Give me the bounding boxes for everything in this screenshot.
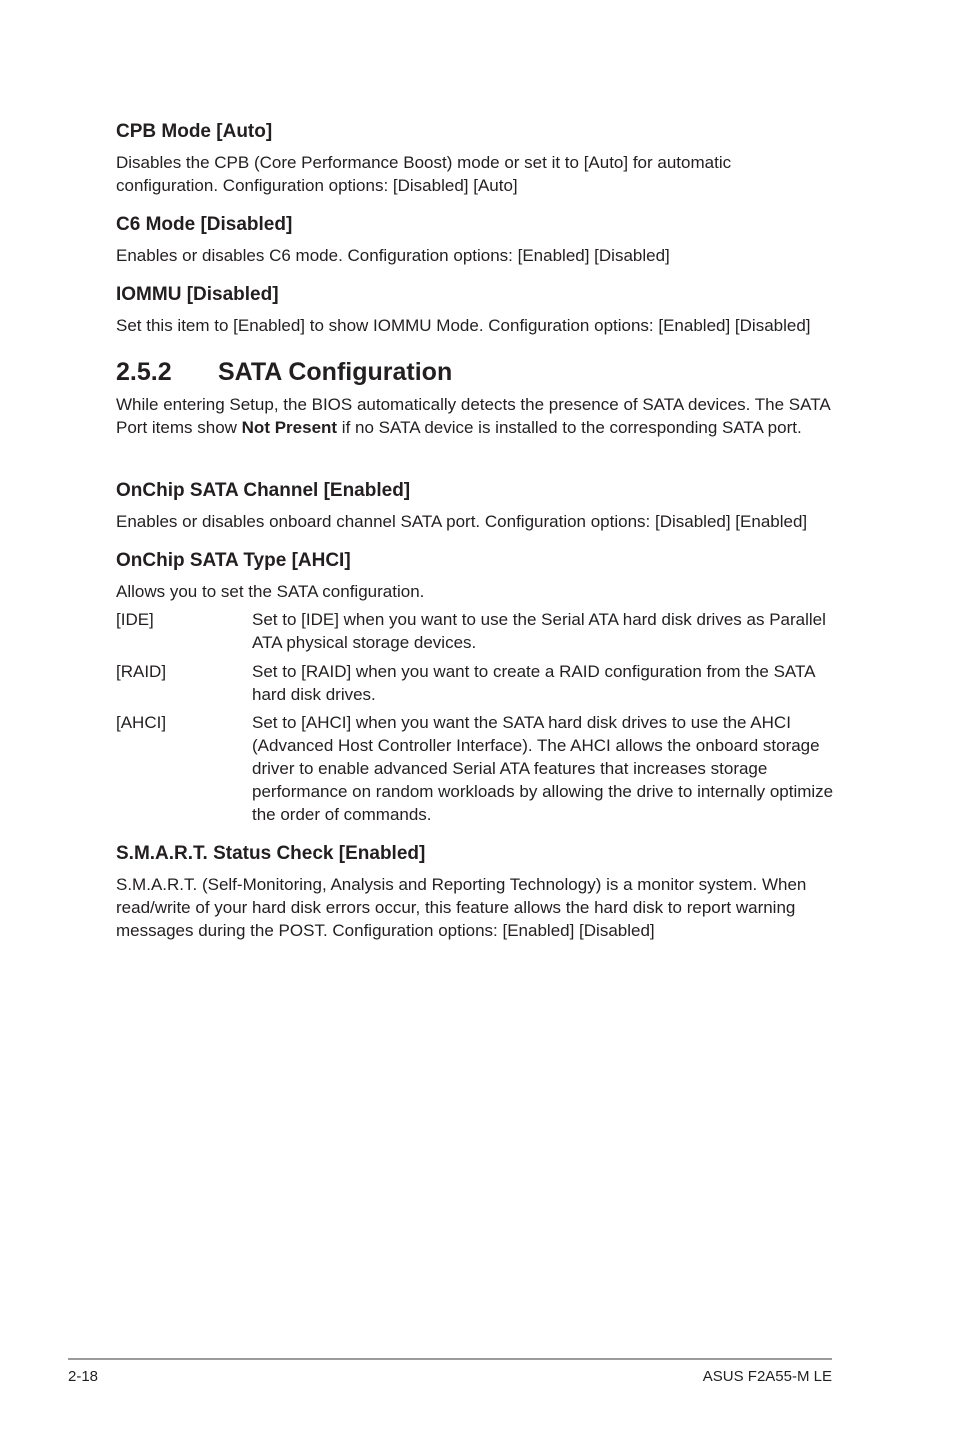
iommu-description: Set this item to [Enabled] to show IOMMU Mode. Configuration options: [Enabled] [Disabled] (116, 316, 811, 335)
product-name: ASUS F2A55-M LE (702, 1368, 832, 1385)
option-description: Set to [RAID] when you want to create a RAID configuration from the SATA hard disk drives. (252, 662, 815, 704)
option-key: [AHCI] (116, 713, 167, 732)
footer-divider (68, 1358, 832, 1360)
intro-text: While entering Setup, the BIOS automatically detects the presence of SATA devices. The SATA Port items show (116, 395, 830, 437)
onchip-sata-type-heading: OnChip SATA Type [AHCI] (116, 550, 351, 571)
option-description: Set to [AHCI] when you want the SATA hard disk drives to use the AHCI (Advanced Host Controller Interface). The AHCI allows the onboard storage driver to enable advanced Serial ATA features that increases storage performance on random workloads by allowing the drive to internally optimize the order of commands. (252, 713, 834, 824)
c6-mode-description: Enables or disables C6 mode. Configuration options: [Enabled] [Disabled] (116, 246, 670, 265)
option-key: [RAID] (116, 662, 167, 681)
c6-mode-heading: C6 Mode [Disabled] (116, 214, 293, 235)
not-present-emphasis: Not Present (241, 418, 338, 437)
sata-configuration-heading (116, 357, 452, 387)
smart-status-description: S.M.A.R.T. (Self-Monitoring, Analysis and Reporting Technology) is a monitor system. When read/write of your hard disk errors occur, this feature allows the hard disk to report warning messages during the POST. Configuration options: [Enabled] [Disabled] (116, 875, 807, 940)
onchip-sata-type-description: Allows you to set the SATA configuration. (116, 582, 425, 601)
option-key: [IDE] (116, 610, 154, 629)
page-number: 2-18 (68, 1368, 99, 1385)
onchip-sata-channel-heading: OnChip SATA Channel [Enabled] (116, 480, 411, 501)
section-title: SATA Configuration (218, 358, 453, 386)
cpb-mode-description: Disables the CPB (Core Performance Boost) mode or set it to [Auto] for automatic configuration. Configuration options: [Disabled] [Auto] (116, 153, 732, 195)
smart-status-heading: S.M.A.R.T. Status Check [Enabled] (116, 843, 426, 864)
onchip-sata-channel-description: Enables or disables onboard channel SATA port. Configuration options: [Disabled] [Enabled] (116, 512, 808, 531)
section-number: 2.5.2 (116, 358, 172, 386)
sata-configuration-intro (116, 393, 836, 439)
cpb-mode-heading: CPB Mode [Auto] (116, 121, 273, 142)
option-description: Set to [IDE] when you want to use the Serial ATA hard disk drives as Parallel ATA physical storage devices. (252, 610, 826, 652)
intro-text-end: if no SATA device is installed to the corresponding SATA port. (337, 418, 802, 437)
iommu-heading: IOMMU [Disabled] (116, 284, 279, 305)
